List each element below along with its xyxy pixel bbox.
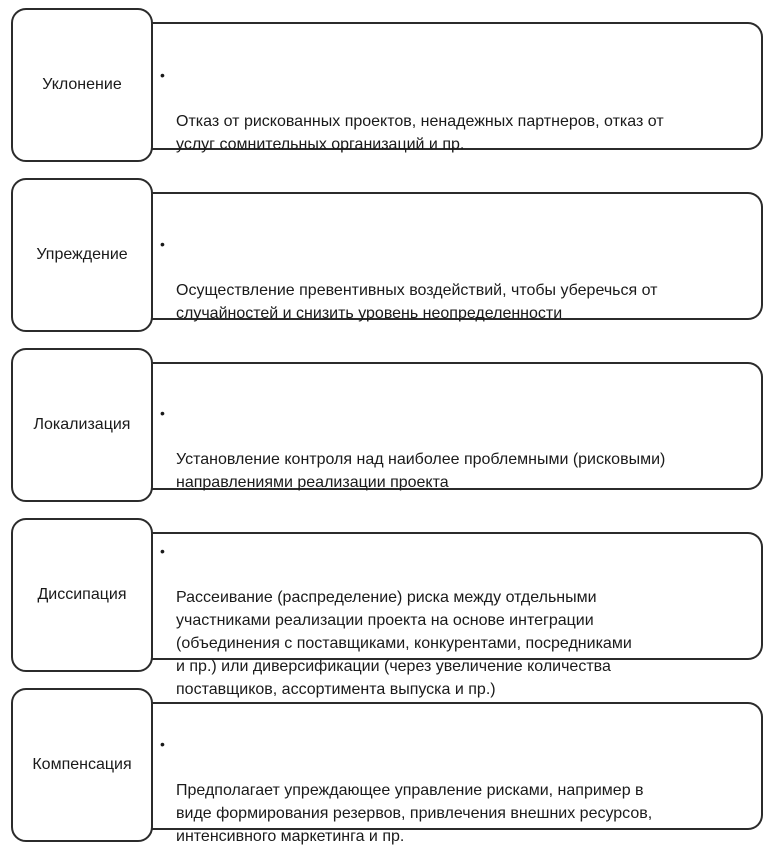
strategy-label-box (11, 348, 153, 502)
strategy-description (160, 233, 747, 325)
strategy-label: Компенсация (32, 756, 132, 773)
bullet-icon: • (160, 67, 165, 83)
strategy-label: Локализация (33, 416, 131, 433)
strategy-description-box (150, 702, 763, 845)
strategy-label: Упреждение (36, 246, 128, 263)
strategy-label-box (11, 178, 153, 332)
bullet-icon: • (160, 736, 165, 752)
strategy-description-box (150, 192, 763, 320)
bullet-icon: • (160, 236, 165, 252)
strategy-description-box (150, 362, 763, 490)
strategy-description-text: Рассеивание (распределение) риска между отдельными участниками реализации проекта на основе интеграции (объединения с поставщиками, конкурентами, посредниками и пр.) или диверсификации (через увеличение количества поставщиков, ассортимента выпуска и пр.) (176, 589, 632, 698)
strategy-description-box (150, 22, 763, 153)
strategy-label-box (11, 688, 153, 842)
strategy-description-text: Предполагает упреждающее управление рисками, например в виде формирования резервов, привлечения внешних ресурсов, интенсивного маркетинга и пр. (176, 782, 653, 845)
strategy-label: Диссипация (37, 586, 127, 603)
bullet-icon: • (160, 543, 165, 559)
strategy-description (160, 64, 747, 156)
bullet-icon: • (160, 405, 165, 421)
strategy-label-box (11, 8, 153, 162)
strategy-description (160, 733, 747, 848)
strategy-label: Уклонение (42, 76, 122, 93)
strategy-description-text: Отказ от рискованных проектов, ненадежных партнеров, отказ от услуг сомнительных организаций и пр. (176, 113, 664, 153)
strategy-description-box (150, 532, 763, 698)
strategy-description (160, 402, 747, 494)
strategy-description-text: Осуществление превентивных воздействий, чтобы уберечься от случайностей и снизить уровень неопределенности (176, 282, 658, 322)
strategy-description (160, 540, 747, 701)
strategy-description-text: Установление контроля над наиболее проблемными (рисковыми) направлениями реализации проекта (176, 451, 666, 491)
strategy-label-box (11, 518, 153, 672)
